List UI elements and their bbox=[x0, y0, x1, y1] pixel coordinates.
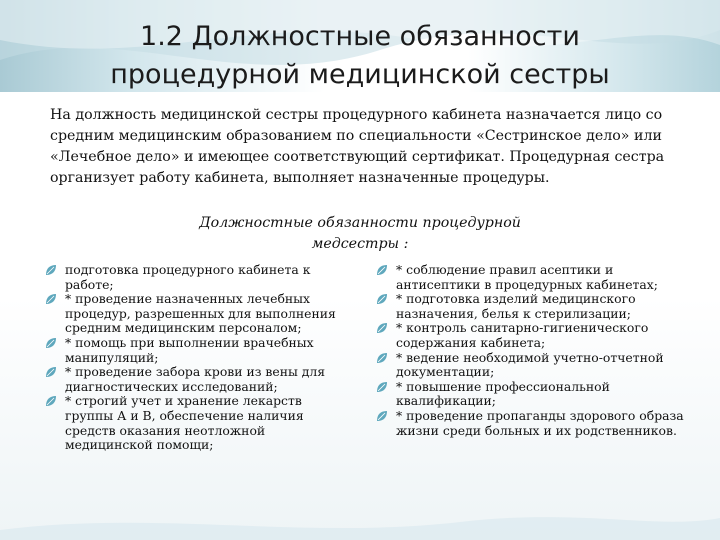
intro-paragraph: На должность медицинской сестры процедурного кабинета назначается лицо со средним медицинским образованием по специальности «Сестринское дело» или «Лечебное дело» и имеющее соответствующий сертификат. Процедурная сестра организует работу кабинета, выполняет назначенные процедуры. bbox=[50, 107, 665, 186]
subtitle-line-1: Должностные обязанности процедурной bbox=[199, 215, 521, 231]
list-item-text: * проведение забора крови из вены для диагностических исследований; bbox=[65, 364, 326, 394]
leaf-bullet-icon bbox=[45, 264, 57, 276]
list-item bbox=[375, 351, 695, 380]
list-item bbox=[375, 292, 695, 321]
leaf-bullet-icon bbox=[45, 337, 57, 349]
list-item-text: * строгий учет и хранение лекарств группы А и В, обеспечение наличия средств оказания неотложной медицинской помощи; bbox=[65, 393, 304, 453]
leaf-bullet-icon bbox=[376, 264, 388, 276]
title-line-2: процедурной медицинской сестры bbox=[110, 59, 610, 90]
list-item bbox=[44, 394, 344, 452]
list-item-text: * повышение профессиональной квалификации; bbox=[396, 378, 610, 409]
leaf-bullet-icon bbox=[376, 381, 388, 393]
list-item-text: подготовка процедурного кабинета к работе; bbox=[65, 262, 311, 292]
list-item bbox=[44, 365, 344, 394]
list-item bbox=[375, 321, 695, 350]
list-item-text: * проведение назначенных лечебных процедур, разрешенных для выполнения средним медицинским персоналом; bbox=[65, 291, 336, 336]
duties-subtitle bbox=[120, 213, 600, 255]
leaf-bullet-icon bbox=[376, 410, 388, 422]
title-line-1: 1.2 Должностные обязанности bbox=[140, 21, 580, 52]
leaf-bullet-icon bbox=[376, 293, 388, 305]
list-item bbox=[375, 263, 695, 292]
list-item-text: * подготовка изделий медицинского назначения, белья к стерилизации; bbox=[396, 291, 636, 321]
subtitle-line-2: медсестры : bbox=[311, 236, 409, 252]
list-item bbox=[44, 336, 344, 365]
duties-list-right bbox=[375, 263, 695, 438]
list-item bbox=[44, 263, 344, 292]
list-item bbox=[375, 409, 695, 438]
leaf-bullet-icon bbox=[45, 395, 57, 407]
list-item-text: * соблюдение правил асептики и антисептики в процедурных кабинетах; bbox=[396, 262, 658, 292]
list-item-text: * контроль санитарно-гигиенического содержания кабинета; bbox=[396, 320, 649, 350]
duties-list-left bbox=[44, 263, 344, 453]
decorative-bottom-wave bbox=[0, 500, 720, 540]
list-item bbox=[44, 292, 344, 336]
list-item-text: * проведение пропаганды здорового образа жизни среди больных и их родственников. bbox=[396, 407, 684, 438]
list-item-text: * помощь при выполнении врачебных манипуляций; bbox=[65, 334, 314, 365]
leaf-bullet-icon bbox=[45, 366, 57, 378]
leaf-bullet-icon bbox=[376, 352, 388, 364]
leaf-bullet-icon bbox=[45, 293, 57, 305]
list-item bbox=[375, 380, 695, 409]
leaf-bullet-icon bbox=[376, 322, 388, 334]
page-title bbox=[20, 18, 700, 94]
list-item-text: * ведение необходимой учетно-отчетной документации; bbox=[396, 349, 664, 380]
